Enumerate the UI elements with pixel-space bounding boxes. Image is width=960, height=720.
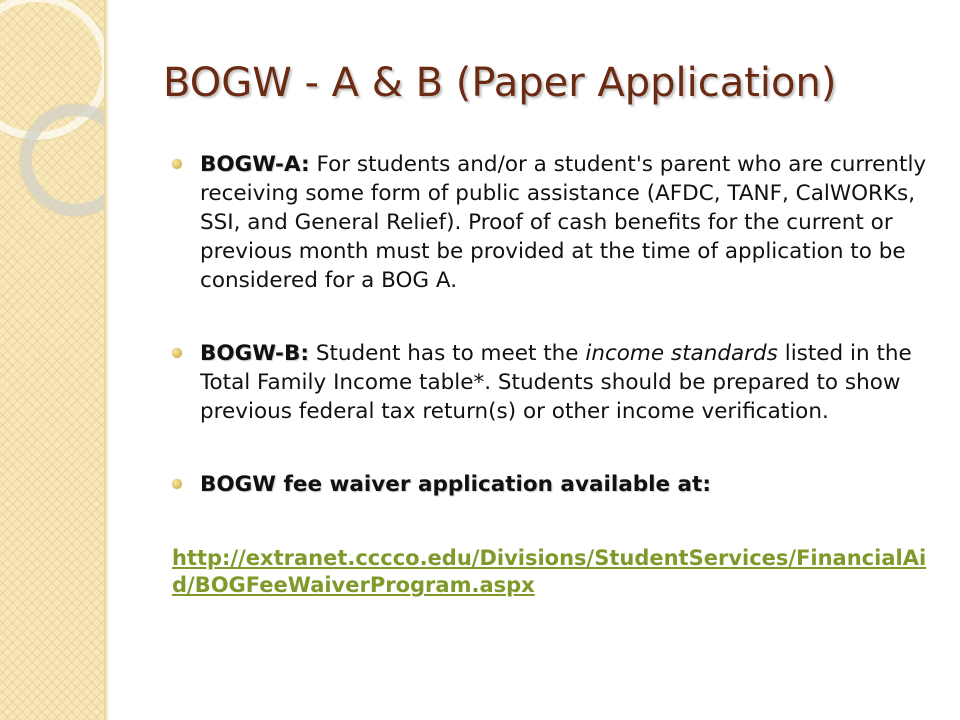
slide-title: BOGW - A & B (Paper Application) (163, 60, 837, 106)
bog-fee-waiver-link[interactable]: http://extranet.cccco.edu/Divisions/StudentServices/FinancialAid/BOGFeeWaiverProgram.aspx (172, 546, 927, 597)
bullet-bogw-b (172, 339, 932, 426)
link-container (172, 529, 932, 599)
bullet-label: BOGW-B: (200, 341, 309, 366)
bullet-application-available (172, 470, 932, 499)
bullet-bogw-a (172, 150, 932, 295)
bullet-text-italic: income standards (585, 341, 778, 366)
bullet-dot-icon (172, 348, 182, 358)
bullet-text-after: listed in the Total Family Income table*. Students should be prepared to show previous federal tax return(s) or other income verification. (200, 341, 912, 424)
decorative-side-band (0, 0, 104, 720)
bullet-label: BOGW-A: (200, 152, 310, 177)
bullet-dot-icon (172, 159, 182, 169)
side-band-edge (104, 0, 109, 720)
bullet-dot-icon (172, 479, 182, 489)
bullet-text: For students and/or a student's parent who are currently receiving some form of public assistance (AFDC, TANF, CalWORKs, SSI, and General Relief). Proof of cash benefits for the current or previous month must be provided at the time of application to be considered for a BOG A. (200, 152, 927, 293)
bullet-label: BOGW fee waiver application available at: (200, 472, 711, 497)
slide-body (172, 150, 932, 499)
bullet-text-before: Student has to meet the (315, 341, 579, 366)
